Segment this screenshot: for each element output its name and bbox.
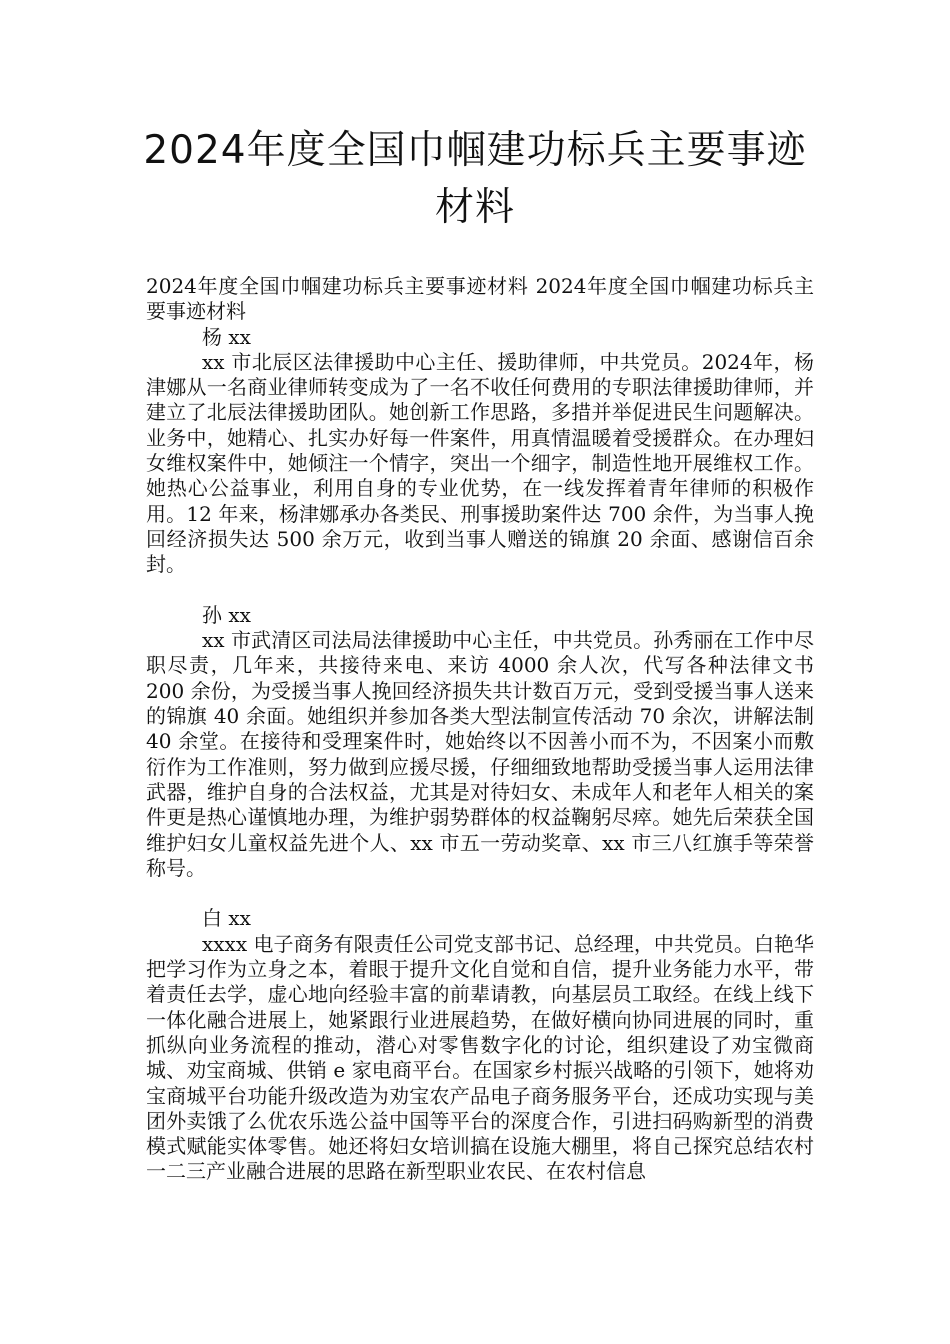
person-name-sun: 孙 xx: [202, 602, 251, 627]
person-bio-sun: xx 市武清区司法局法律援助中心主任，中共党员。孙秀丽在工作中尽职尽责，几年来，共接待来电、来访 4000 余人次，代写各种法律文书 200 余份，为受援当事人挽回经济损失共计数百万元，受到受援当事人送来的锦旗 40 余面。她组织并参加各类大型法制宣传活动 70 余次，讲解法制 40 余堂。在接待和受理案件时，她始终以不因善小而不为，不因案小而敷衍作为工作准则，努力做到应援尽援，仔细细致地帮助受援当事人运用法律武器，维护自身的合法权益，尤其是对待妇女、未成年人和老年人相关的案件更是热心谨慎地办理，为维护弱势群体的权益鞠躬尽瘁。她先后荣获全国维护妇女儿童权益先进个人、xx 市五一劳动奖章、xx 市三八红旗手等荣誉称号。: [146, 628, 814, 880]
person-name-bai: 白 xx: [202, 906, 251, 931]
person-bio-bai: xxxx 电子商务有限责任公司党支部书记、总经理，中共党员。白艳华把学习作为立身之本，着眼于提升文化自觉和自信，提升业务能力水平，带着责任去学，虚心地向经验丰富的前辈请教，向基层员工取经。在线上线下一体化融合进展上，她紧跟行业进展趋势，在做好横向协同进展的同时，重抓纵向业务流程的推动，潜心对零售数字化的讨论，组织建设了劝宝微商城、劝宝商城、供销 e 家电商平台。在国家乡村振兴战略的引领下，她将劝宝商城平台功能升级改造为劝宝农产品电子商务服务平台，还成功实现与美团外卖饿了么优农乐选公益中国等平台的深度合作，引进扫码购新型的消费模式赋能实体零售。她还将妇女培训搞在设施大棚里，将自己探究总结农村一二三产业融合进展的思路在新型职业农民、在农村信息: [146, 931, 814, 1184]
section-gap: [146, 578, 814, 603]
document-body: [146, 274, 814, 1185]
intro-paragraph: 2024年度全国巾帼建功标兵主要事迹材料 2024年度全国巾帼建功标兵主要事迹材料: [146, 274, 814, 324]
section-gap: [146, 881, 814, 906]
person-name-yang: 杨 xx: [202, 324, 251, 349]
document-title: 2024年度全国巾帼建功标兵主要事迹材料: [143, 128, 807, 230]
person-bio-yang: xx 市北辰区法律援助中心主任、援助律师，中共党员。2024年，杨津娜从一名商业律师转变成为了一名不收任何费用的专职法律援助律师，并建立了北辰法律援助团队。她创新工作思路，多措并举促进民生问题解决。业务中，她精心、扎实办好每一件案件，用真情温暖着受援群众。在办理妇女维权案件中，她倾注一个情字，突出一个细字，制造性地开展维权工作。她热心公益事业，利用自身的专业优势，在一线发挥着青年律师的积极作用。12 年来，杨津娜承办各类民、刑事援助案件达 700 余件，为当事人挽回经济损失达 500 余万元，收到当事人赠送的锦旗 20 余面、感谢信百余封。: [146, 349, 814, 577]
